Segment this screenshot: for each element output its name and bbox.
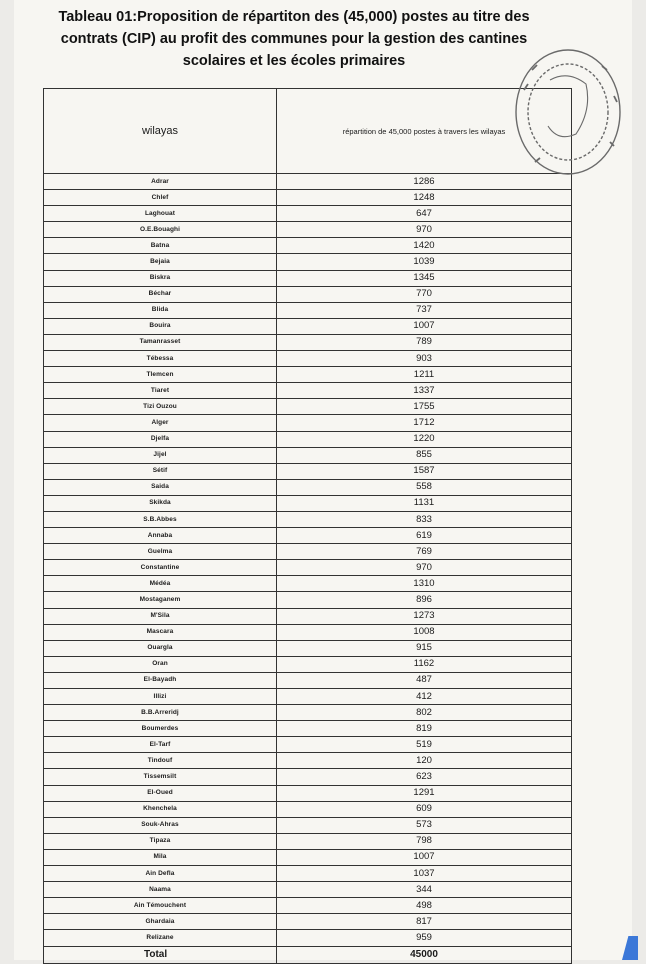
posts-cell — [277, 286, 572, 302]
wilaya-cell: Guelma — [44, 544, 277, 560]
wilaya-cell: Skikda — [44, 495, 277, 511]
table-row — [44, 753, 572, 769]
posts-value: 737 — [416, 304, 432, 316]
wilaya-cell: Tindouf — [44, 753, 277, 769]
wilaya-cell: Jijel — [44, 447, 277, 463]
wilaya-cell: Tipaza — [44, 833, 277, 849]
posts-value: 819 — [416, 722, 432, 734]
posts-value: 487 — [416, 674, 432, 686]
posts-value: 970 — [416, 223, 432, 235]
wilaya-cell: Batna — [44, 238, 277, 254]
posts-value: 1211 — [413, 368, 435, 380]
posts-cell — [277, 334, 572, 350]
table-row — [44, 914, 572, 930]
posts-value: 1039 — [413, 256, 435, 268]
posts-value: 896 — [416, 593, 432, 605]
wilaya-cell: Tlemcen — [44, 367, 277, 383]
posts-cell — [277, 689, 572, 705]
table-row — [44, 190, 572, 206]
posts-value: 1345 — [413, 272, 435, 284]
title-line-2: contrats (CIP) au profit des communes pour la gestion des cantines — [60, 31, 528, 47]
posts-cell — [277, 592, 572, 608]
posts-value: 120 — [416, 754, 432, 766]
posts-value: 1337 — [413, 384, 435, 396]
wilaya-cell: Mostaganem — [44, 592, 277, 608]
official-stamp — [506, 30, 624, 180]
posts-cell — [277, 866, 572, 882]
posts-value: 1131 — [413, 497, 435, 509]
table-row — [44, 737, 572, 753]
wilaya-cell: Ain Témouchent — [44, 898, 277, 914]
title-line-1: Tableau 01:Proposition de répartiton des (45,000) postes au titre des — [58, 9, 530, 25]
total-label: Total — [44, 946, 277, 963]
table-row — [44, 769, 572, 785]
wilaya-cell: Djelfa — [44, 431, 277, 447]
posts-cell — [277, 302, 572, 318]
posts-cell — [277, 640, 572, 656]
posts-value: 959 — [416, 931, 432, 943]
table-row — [44, 898, 572, 914]
table-row — [44, 254, 572, 270]
posts-value: 1220 — [413, 433, 435, 445]
wilaya-cell: Naama — [44, 882, 277, 898]
posts-value: 798 — [416, 835, 432, 847]
posts-cell — [277, 399, 572, 415]
posts-value: 1162 — [413, 658, 435, 670]
posts-value: 855 — [416, 449, 432, 461]
wilaya-cell: Adrar — [44, 174, 277, 190]
posts-cell — [277, 624, 572, 640]
wilaya-cell: Tissemsilt — [44, 769, 277, 785]
table-row — [44, 705, 572, 721]
table-row — [44, 447, 572, 463]
wilaya-cell: Biskra — [44, 270, 277, 286]
posts-value: 789 — [416, 336, 432, 348]
wilaya-cell: El-Bayadh — [44, 672, 277, 688]
wilaya-cell: Illizi — [44, 689, 277, 705]
total-value: 45000 — [277, 946, 572, 963]
table-row — [44, 849, 572, 865]
posts-value: 970 — [416, 561, 432, 573]
posts-cell — [277, 817, 572, 833]
posts-cell — [277, 351, 572, 367]
table-row — [44, 689, 572, 705]
wilaya-cell: Médéa — [44, 576, 277, 592]
wilaya-cell: Mila — [44, 849, 277, 865]
wilaya-cell: Bouira — [44, 318, 277, 334]
wilaya-cell: Tébessa — [44, 351, 277, 367]
table-row — [44, 544, 572, 560]
posts-cell — [277, 206, 572, 222]
table-row — [44, 608, 572, 624]
posts-value: 558 — [416, 481, 432, 493]
posts-cell — [277, 849, 572, 865]
table-body — [44, 174, 572, 947]
posts-cell — [277, 431, 572, 447]
posts-value: 1008 — [413, 626, 435, 638]
posts-cell — [277, 222, 572, 238]
posts-cell — [277, 560, 572, 576]
wilaya-cell: M'Sila — [44, 608, 277, 624]
header-repartition: répartition de 45,000 postes à travers les wilayas — [277, 89, 572, 174]
table-row — [44, 866, 572, 882]
wilaya-cell: Annaba — [44, 528, 277, 544]
table-row — [44, 206, 572, 222]
table-row — [44, 801, 572, 817]
posts-cell — [277, 785, 572, 801]
posts-cell — [277, 608, 572, 624]
posts-cell — [277, 544, 572, 560]
table-row — [44, 833, 572, 849]
wilaya-cell: Béchar — [44, 286, 277, 302]
posts-value: 1007 — [413, 851, 435, 863]
table-row — [44, 351, 572, 367]
table-row — [44, 383, 572, 399]
wilaya-cell: Tiaret — [44, 383, 277, 399]
table-row — [44, 334, 572, 350]
posts-cell — [277, 318, 572, 334]
wilaya-cell: Souk-Ahras — [44, 817, 277, 833]
wilaya-cell: Mascara — [44, 624, 277, 640]
posts-cell — [277, 753, 572, 769]
wilaya-cell: Boumerdes — [44, 721, 277, 737]
wilaya-cell: Khenchela — [44, 801, 277, 817]
title-line-3: scolaires et les écoles primaires — [182, 53, 406, 69]
posts-value: 769 — [416, 545, 432, 557]
table-row — [44, 624, 572, 640]
posts-cell — [277, 576, 572, 592]
table-row — [44, 318, 572, 334]
posts-value: 344 — [416, 883, 432, 895]
table-row — [44, 511, 572, 527]
posts-cell — [277, 495, 572, 511]
wilaya-cell: Bejaia — [44, 254, 277, 270]
posts-value: 1037 — [413, 867, 435, 879]
posts-value: 647 — [416, 207, 432, 219]
wilaya-cell: O.E.Bouaghi — [44, 222, 277, 238]
posts-value: 1248 — [413, 191, 435, 203]
posts-cell — [277, 930, 572, 946]
table-row — [44, 576, 572, 592]
table-row — [44, 238, 572, 254]
table-row — [44, 672, 572, 688]
header-wilayas: wilayas — [44, 89, 277, 174]
posts-value: 1310 — [413, 577, 435, 589]
table-row — [44, 721, 572, 737]
wilaya-cell: Tamanrasset — [44, 334, 277, 350]
posts-cell — [277, 914, 572, 930]
posts-value: 1587 — [413, 465, 435, 477]
posts-value: 833 — [416, 513, 432, 525]
posts-cell — [277, 270, 572, 286]
posts-value: 1007 — [413, 320, 435, 332]
posts-value: 1291 — [413, 787, 435, 799]
table-row — [44, 270, 572, 286]
posts-cell — [277, 528, 572, 544]
posts-cell — [277, 801, 572, 817]
wilaya-cell: Relizane — [44, 930, 277, 946]
table-row — [44, 302, 572, 318]
wilaya-cell: El-Oued — [44, 785, 277, 801]
posts-cell — [277, 769, 572, 785]
table-header-row — [44, 89, 572, 174]
posts-value: 915 — [416, 642, 432, 654]
wilaya-cell: Sétif — [44, 463, 277, 479]
table-total-row — [44, 946, 572, 963]
posts-value: 519 — [416, 738, 432, 750]
table-row — [44, 640, 572, 656]
posts-value: 498 — [416, 899, 432, 911]
table-row — [44, 286, 572, 302]
wilaya-cell: Ain Defla — [44, 866, 277, 882]
posts-value: 770 — [416, 288, 432, 300]
wilaya-cell: Tizi Ouzou — [44, 399, 277, 415]
table-row — [44, 431, 572, 447]
table-row — [44, 399, 572, 415]
posts-value: 1273 — [413, 610, 435, 622]
posts-cell — [277, 367, 572, 383]
document-title — [34, 6, 554, 72]
posts-cell — [277, 238, 572, 254]
table-row — [44, 560, 572, 576]
table-row — [44, 174, 572, 190]
posts-cell — [277, 705, 572, 721]
table-row — [44, 222, 572, 238]
posts-cell — [277, 737, 572, 753]
table-row — [44, 817, 572, 833]
wilaya-cell: Saida — [44, 479, 277, 495]
posts-value: 619 — [416, 529, 432, 541]
table-row — [44, 656, 572, 672]
posts-value: 1712 — [413, 416, 435, 428]
table-row — [44, 785, 572, 801]
posts-value: 1755 — [413, 400, 435, 412]
wilaya-cell: Constantine — [44, 560, 277, 576]
posts-cell — [277, 898, 572, 914]
table-row — [44, 415, 572, 431]
posts-cell — [277, 721, 572, 737]
posts-value: 802 — [416, 706, 432, 718]
wilaya-cell: Alger — [44, 415, 277, 431]
posts-cell — [277, 383, 572, 399]
table-row — [44, 463, 572, 479]
table-row — [44, 528, 572, 544]
wilaya-cell: Chlef — [44, 190, 277, 206]
allocation-table — [43, 88, 572, 964]
posts-cell — [277, 672, 572, 688]
table-row — [44, 882, 572, 898]
posts-value: 573 — [416, 819, 432, 831]
wilaya-cell: Ghardaia — [44, 914, 277, 930]
posts-cell — [277, 463, 572, 479]
posts-cell — [277, 882, 572, 898]
posts-value: 623 — [416, 771, 432, 783]
wilaya-cell: B.B.Arreridj — [44, 705, 277, 721]
table-row — [44, 479, 572, 495]
table-row — [44, 367, 572, 383]
wilaya-cell: S.B.Abbes — [44, 511, 277, 527]
wilaya-cell: Blida — [44, 302, 277, 318]
posts-cell — [277, 254, 572, 270]
wilaya-cell: Laghouat — [44, 206, 277, 222]
posts-value: 1286 — [413, 175, 435, 187]
posts-cell — [277, 479, 572, 495]
wilaya-cell: Oran — [44, 656, 277, 672]
table-row — [44, 592, 572, 608]
posts-cell — [277, 833, 572, 849]
posts-value: 1420 — [413, 239, 435, 251]
posts-value: 903 — [416, 352, 432, 364]
table-row — [44, 930, 572, 946]
posts-cell — [277, 511, 572, 527]
wilaya-cell: El-Tarf — [44, 737, 277, 753]
table-row — [44, 495, 572, 511]
posts-cell — [277, 190, 572, 206]
posts-value: 412 — [416, 690, 432, 702]
posts-cell — [277, 447, 572, 463]
posts-cell — [277, 656, 572, 672]
posts-cell — [277, 415, 572, 431]
wilaya-cell: Ouargla — [44, 640, 277, 656]
posts-value: 817 — [416, 915, 432, 927]
posts-value: 609 — [416, 803, 432, 815]
